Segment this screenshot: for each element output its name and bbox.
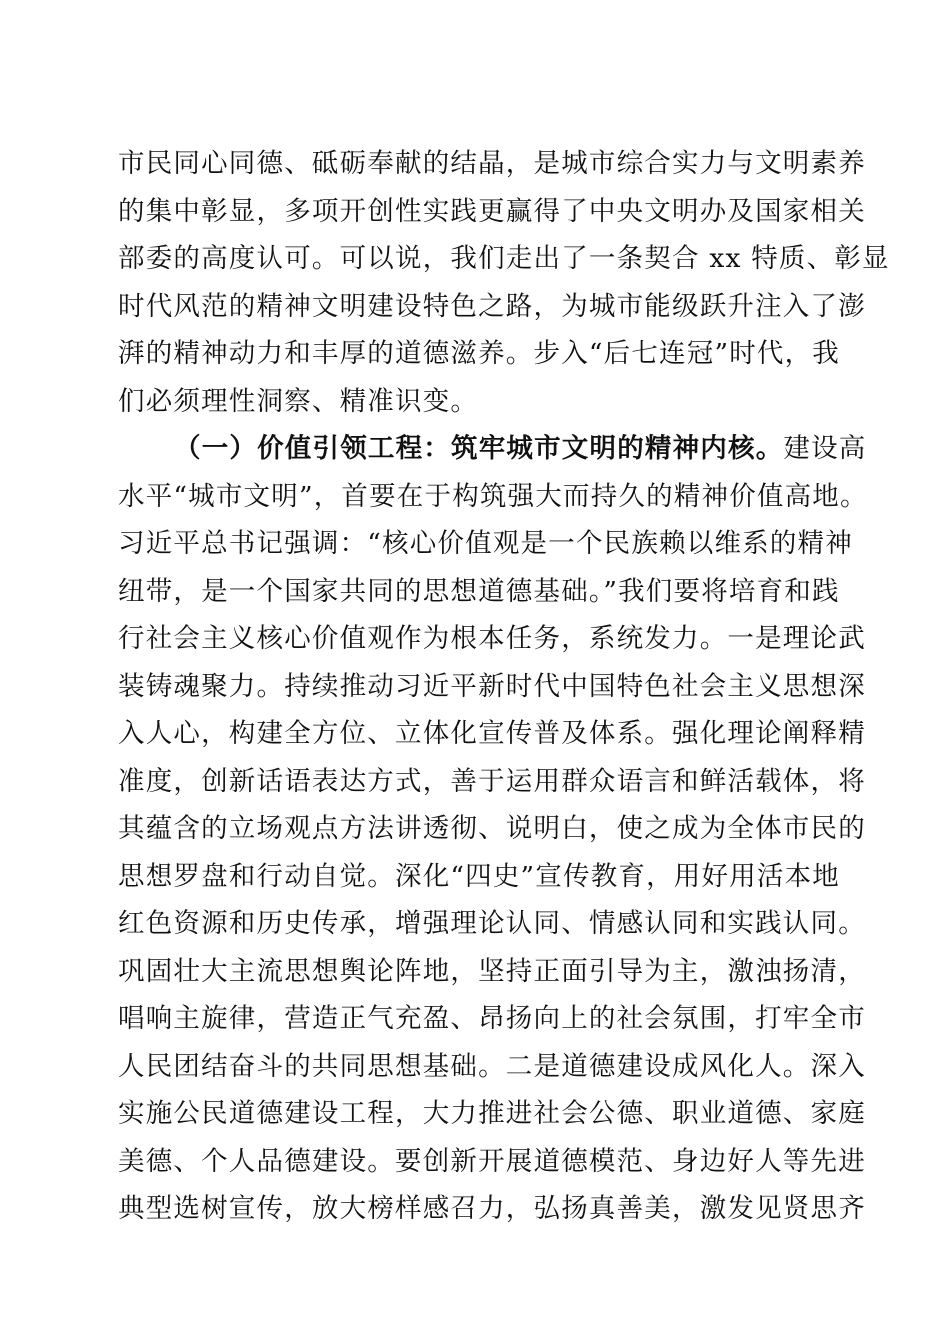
text-line: 红色资源和历史传承，增强理论认同、情感认同和实践认同。	[118, 908, 866, 939]
text-line: 行社会主义核心价值观作为根本任务，系统发力。一是理论武	[118, 623, 866, 654]
text-line: 习近平总书记强调：“核心价值观是一个民族赖以维系的精神	[118, 528, 853, 559]
text-line: 典型选树宣传，放大榜样感召力，弘扬真善美，激发见贤思齐	[118, 1193, 866, 1224]
text-line: 其蕴含的立场观点方法讲透彻、说明白，使之成为全体市民的	[118, 813, 866, 844]
text-line: 美德、个人品德建设。要创新开展道德模范、身边好人等先进	[118, 1145, 866, 1177]
text-line: 人民团结奋斗的共同思想基础。二是道德建设成风化人。深入	[118, 1050, 866, 1082]
text-line: 装铸魂聚力。持续推动习近平新时代中国特色社会主义思想深	[118, 670, 866, 702]
text-line: 时代风范的精神文明建设特色之路，为城市能级跃升注入了澎	[118, 290, 866, 322]
body-text	[118, 140, 890, 1233]
text-line: 的集中彰显，多项开创性实践更赢得了中央文明办及国家相关	[118, 195, 866, 227]
section-heading: （一）价值引领工程：筑牢城市文明的精神内核。	[174, 433, 784, 464]
text-line: 巩固壮大主流思想舆论阵地，坚持正面引导为主，激浊扬清，	[118, 955, 866, 987]
text-line: 部委的高度认可。可以说，我们走出了一条契合 xx 特质、彰显	[118, 243, 890, 274]
text-line: 思想罗盘和行动自觉。深化“四史”宣传教育，用好用活本地	[118, 860, 840, 892]
text-line: 准度，创新话语表达方式，善于运用群众语言和鲜活载体，将	[118, 765, 866, 797]
text-line: 唱响主旋律，营造正气充盈、昂扬向上的社会氛围，打牢全市	[118, 1003, 866, 1034]
text-line: 们必须理性洞察、精准识变。	[118, 385, 479, 417]
section-heading-line	[118, 425, 867, 473]
text-line: 水平“城市文明”，首要在于构筑强大而持久的精神价值高地。	[118, 480, 868, 512]
text-line: 纽带，是一个国家共同的思想道德基础。”我们要将培育和践	[118, 575, 840, 607]
text-line: 湃的精神动力和丰厚的道德滋养。步入“后七连冠”时代，我	[118, 338, 840, 369]
text-line: 实施公民道德建设工程，大力推进社会公德、职业道德、家庭	[118, 1098, 866, 1129]
text-line: 入人心，构建全方位、立体化宣传普及体系。强化理论阐释精	[118, 718, 866, 749]
section-heading-continuation: 建设高	[783, 433, 867, 464]
text-line: 市民同心同德、砥砺奉献的结晶，是城市综合实力与文明素养	[118, 148, 866, 179]
